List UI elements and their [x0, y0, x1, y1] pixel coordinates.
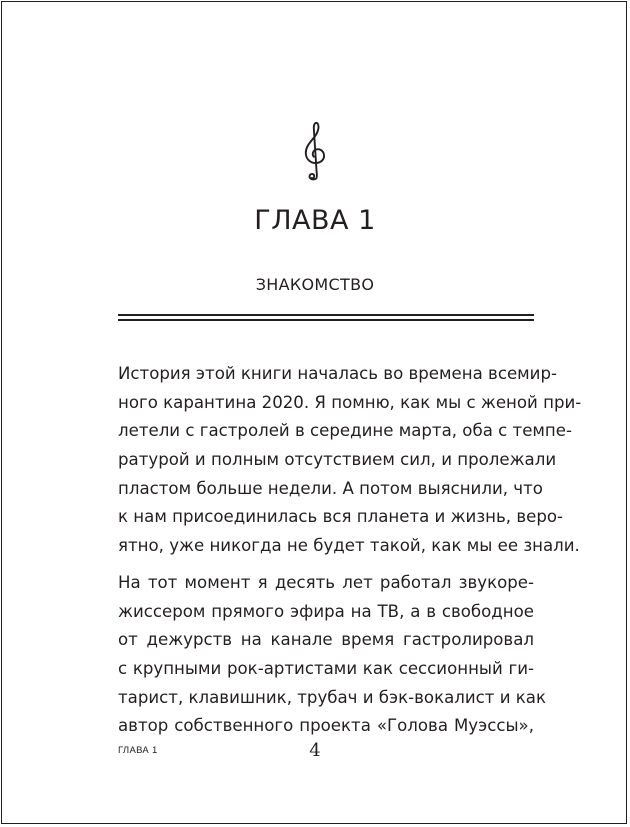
text-line: летели с гастролей в середине марта, оба с темпе- [118, 421, 572, 441]
text-line: История этой книги началась во времена всемир- [118, 364, 557, 383]
text-line: На тот момент я десять лет работал звукоре- [118, 572, 534, 592]
chapter-ornament [0, 120, 630, 187]
chapter-subtitle: ЗНАКОМСТВО [255, 275, 375, 294]
running-head: ГЛАВА 1 [118, 745, 158, 756]
text-line: ного карантина 2020. Я помню, как мы с женой при- [118, 392, 582, 412]
text-line: автор собственного проекта «Голова Муэссы», [118, 716, 534, 736]
text-line: от дежурств на канале время гастролировал [118, 630, 534, 650]
text-line: к нам присоединилась вся планета и жизнь, веро- [118, 507, 564, 527]
text-line: ятно, уже никогда не будет такой, как мы ее знали. [118, 536, 580, 556]
paragraph-gap [118, 561, 534, 569]
text-line: жиссером прямого эфира на ТВ, а в свободное [118, 601, 534, 621]
paragraph-2 [118, 569, 547, 741]
page-number: 4 [309, 740, 321, 761]
text-line: тарист, клавишник, трубач и бэк-вокалист и как [118, 687, 547, 707]
text-line: пластом больше недели. А потом выяснили, что [118, 478, 543, 498]
text-line: ратурой и полным отсутствием сил, и пролежали [118, 450, 557, 470]
chapter-body [118, 360, 582, 741]
title-divider-bottom [118, 319, 534, 321]
treble-clef-icon [303, 120, 327, 182]
text-line: с крупными рок-артистами как сессионный ги- [118, 658, 534, 678]
paragraph-1 [118, 360, 582, 561]
title-divider-top [118, 314, 534, 316]
chapter-title: ГЛАВА 1 [254, 205, 376, 236]
